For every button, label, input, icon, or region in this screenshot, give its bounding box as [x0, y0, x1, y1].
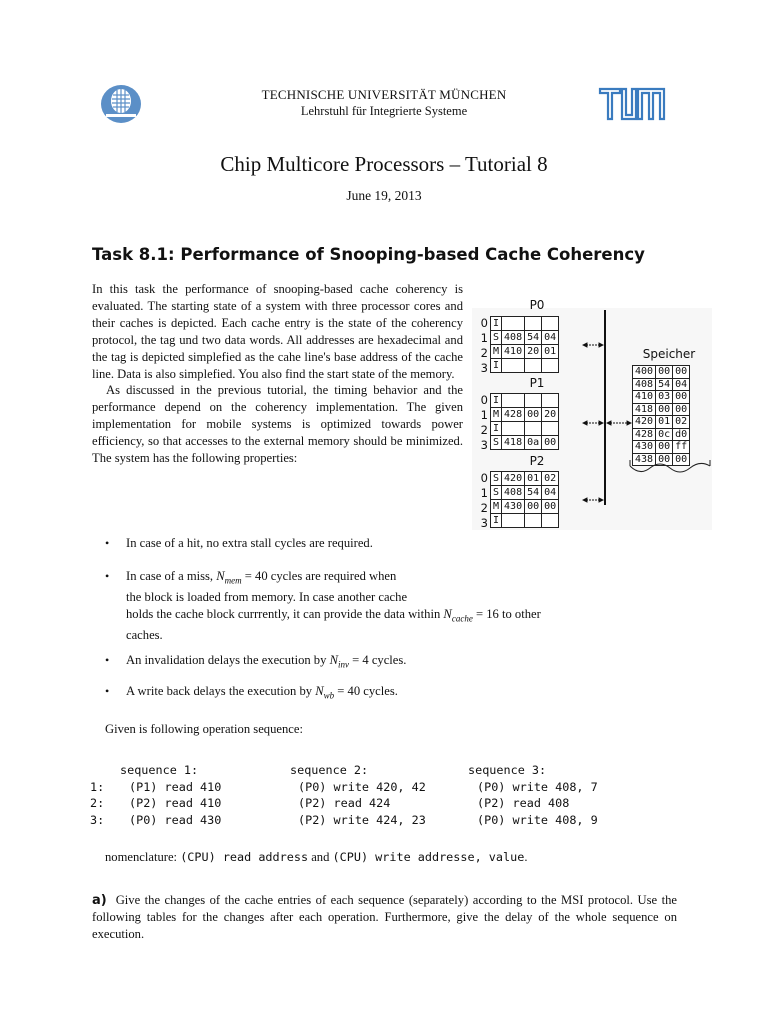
sequence-intro: Given is following operation sequence:: [105, 722, 303, 736]
memory-row: [633, 416, 690, 429]
memory-torn-edge: [628, 460, 712, 484]
cache-row: [491, 514, 559, 528]
document-date: June 19, 2013: [346, 188, 422, 203]
row-index: 2: [480, 501, 488, 515]
cache-data-word: 01: [542, 345, 559, 359]
memory-address: 420: [633, 416, 656, 429]
cache-data-word: [525, 359, 542, 373]
cache-data-word: [525, 394, 542, 408]
text-fragment: A write back delays the execution by: [126, 684, 316, 698]
cache-state: I: [491, 317, 502, 331]
memory-address: 408: [633, 378, 656, 391]
step-number: 3:: [90, 813, 105, 827]
memory-row: [633, 428, 690, 441]
cache-data-word: 0a: [525, 436, 542, 450]
row-index: 3: [480, 361, 488, 375]
cache-data-word: 54: [525, 331, 542, 345]
write-syntax: (CPU) write addresse, value: [332, 850, 525, 864]
cache-state: M: [491, 500, 502, 514]
text-fragment: In case of a miss,: [126, 569, 217, 583]
memory-data-word: 00: [673, 453, 690, 466]
cache-tag: [502, 422, 525, 436]
cache-data-word: [542, 359, 559, 373]
task-heading: Task 8.1: Performance of Snooping-based Cache Coherency: [92, 245, 645, 264]
property-miss: [126, 568, 681, 643]
cache-tag: 420: [502, 472, 525, 486]
memory-row: [633, 441, 690, 454]
property-hit: In case of a hit, no extra stall cycles are required.: [126, 536, 373, 550]
cache-data-word: 04: [542, 486, 559, 500]
math-symbol: N: [216, 569, 225, 583]
memory-data-word: ff: [673, 441, 690, 454]
operation: (P0) write 408, 9: [477, 813, 598, 827]
nomenclature-and: and: [311, 850, 330, 864]
cache-state: M: [491, 408, 502, 422]
cache-tag: 410: [502, 345, 525, 359]
cache-state: I: [491, 514, 502, 528]
math-subscript: wb: [323, 690, 335, 701]
row-index: 0: [480, 316, 488, 330]
university-name: TECHNISCHE UNIVERSITÄT MÜNCHEN: [261, 87, 507, 102]
text-fragment: holds the cache block currrently, it can provide the data within: [126, 606, 444, 621]
memory-row: [633, 391, 690, 404]
cache-row: [491, 331, 559, 345]
cache-data-word: 00: [525, 500, 542, 514]
text-fragment: = 40 cycles.: [334, 684, 398, 698]
row-index: 1: [480, 408, 488, 422]
math-subscript: cache: [451, 613, 473, 624]
memory-row: [633, 378, 690, 391]
memory-data-word: 00: [656, 453, 673, 466]
memory-address: 438: [633, 453, 656, 466]
cache-tag: 418: [502, 436, 525, 450]
cache-tag: 408: [502, 486, 525, 500]
row-index: 3: [480, 438, 488, 452]
cache-data-word: [542, 514, 559, 528]
step-number: 2:: [90, 796, 105, 810]
cache-data-word: [525, 422, 542, 436]
memory-data-word: 0c: [656, 428, 673, 441]
math-symbol: N: [315, 684, 324, 698]
cache-data-word: 20: [525, 345, 542, 359]
cache-tag: [502, 317, 525, 331]
cache-state: S: [491, 331, 502, 345]
row-index: 1: [480, 331, 488, 345]
read-syntax: (CPU) read address: [180, 850, 309, 864]
memory-data-word: 00: [656, 366, 673, 379]
memory-data-word: d0: [673, 428, 690, 441]
cache-tag: 428: [502, 408, 525, 422]
cache-table-p0: [490, 316, 559, 373]
cache-state: S: [491, 472, 502, 486]
bullet-icon: •: [105, 653, 110, 667]
cache-data-word: [525, 514, 542, 528]
cache-data-word: 04: [542, 331, 559, 345]
bus-connections: [580, 300, 640, 520]
row-index: 3: [480, 516, 488, 530]
bullet-icon: •: [105, 569, 110, 583]
part-a-text: Give the changes of the cache entries of each sequence (separately) according to the MSI protocol. Use the following tables for the changes after each operation. Furthermore, give the delay of the whole sequence on execution.: [92, 893, 677, 941]
text-line: the block is loaded from memory. In case another cache: [126, 590, 408, 605]
memory-data-word: 01: [656, 416, 673, 429]
cache-tag: [502, 394, 525, 408]
cache-row: [491, 394, 559, 408]
cache-label-p1: P1: [529, 376, 545, 390]
cache-row: [491, 359, 559, 373]
text-fragment: An invalidation delays the execution by: [126, 653, 330, 667]
memory-data-word: 00: [656, 441, 673, 454]
row-index: 2: [480, 346, 488, 360]
cache-data-word: [542, 394, 559, 408]
operation: (P0) write 420, 42: [298, 780, 426, 794]
part-a: [92, 892, 677, 943]
cache-state: I: [491, 422, 502, 436]
cache-data-word: 00: [525, 408, 542, 422]
cache-row: [491, 317, 559, 331]
memory-row: [633, 366, 690, 379]
memory-data-word: 00: [656, 403, 673, 416]
cache-data-word: 00: [542, 436, 559, 450]
memory-data-word: 02: [673, 416, 690, 429]
cache-table-p2: [490, 471, 559, 528]
cache-data-word: 20: [542, 408, 559, 422]
cache-state: I: [491, 359, 502, 373]
nomenclature: [105, 850, 527, 865]
text-fragment: = 40 cycles are required when: [241, 569, 397, 583]
document-title: Chip Multicore Processors – Tutorial 8: [220, 152, 548, 176]
memory-data-word: 00: [673, 403, 690, 416]
cache-data-word: [542, 317, 559, 331]
memory-data-word: 00: [673, 366, 690, 379]
cache-data-word: 00: [542, 500, 559, 514]
text-fragment: = 4 cycles.: [348, 653, 407, 667]
intro-paragraph-2: As discussed in the previous tutorial, the timing behavior and the performance depend on the coherency implementation. The given implementation for mobile systems is optimized towards power efficiency, so that accesses to the external memory should be minimized. The system has the following properties:: [92, 383, 463, 466]
text-line: caches.: [126, 627, 163, 642]
memory-address: 428: [633, 428, 656, 441]
cache-data-word: 02: [542, 472, 559, 486]
sequence-header: sequence 3:: [468, 763, 547, 777]
memory-address: 400: [633, 366, 656, 379]
cache-row: [491, 500, 559, 514]
operation: (P2) read 410: [129, 796, 222, 810]
memory-data-word: 03: [656, 391, 673, 404]
memory-row: [633, 403, 690, 416]
cache-state: I: [491, 394, 502, 408]
chair-name: Lehrstuhl für Integrierte Systeme: [300, 104, 468, 118]
memory-data-word: 54: [656, 378, 673, 391]
cache-data-word: 01: [525, 472, 542, 486]
step-number: 1:: [90, 780, 105, 794]
cache-tag: [502, 359, 525, 373]
bullet-icon: •: [105, 684, 110, 698]
text-fragment: = 16 to other: [472, 606, 541, 621]
cache-row: [491, 408, 559, 422]
cache-tag: 430: [502, 500, 525, 514]
memory-address: 418: [633, 403, 656, 416]
row-index: 1: [480, 486, 488, 500]
operation: (P2) read 408: [477, 796, 570, 810]
operation: (P1) read 410: [129, 780, 222, 794]
cache-tag: [502, 514, 525, 528]
cache-label-p2: P2: [529, 454, 545, 468]
cache-state: S: [491, 486, 502, 500]
task-intro: [92, 281, 463, 467]
math-subscript: mem: [224, 575, 242, 586]
cache-data-word: [525, 317, 542, 331]
operation: (P0) write 408, 7: [477, 780, 598, 794]
cache-row: [491, 486, 559, 500]
property-invalidation: [126, 652, 406, 673]
cache-row: [491, 436, 559, 450]
math-symbol: N: [443, 606, 452, 621]
cache-data-word: 54: [525, 486, 542, 500]
cache-row: [491, 345, 559, 359]
row-index: 2: [480, 423, 488, 437]
cache-table-p1: [490, 393, 559, 450]
cache-label-p0: P0: [529, 298, 545, 312]
bullet-icon: •: [105, 536, 110, 550]
memory-table: [632, 365, 690, 466]
cache-state: M: [491, 345, 502, 359]
operation: (P2) write 424, 23: [298, 813, 426, 827]
nomenclature-end: .: [524, 850, 528, 864]
memory-data-word: 00: [673, 391, 690, 404]
cache-row: [491, 422, 559, 436]
row-index: 0: [480, 471, 488, 485]
nomenclature-label: nomenclature:: [105, 850, 178, 864]
memory-address: 430: [633, 441, 656, 454]
operation: (P0) read 430: [129, 813, 222, 827]
sequence-header: sequence 2:: [290, 763, 369, 777]
operation: (P2) read 424: [298, 796, 391, 810]
memory-label: Speicher: [642, 347, 696, 361]
cache-state: S: [491, 436, 502, 450]
intro-paragraph-1: In this task the performance of snooping-based cache coherency is evaluated. The starting state of a system with three processor cores and their caches is depicted. Each cache entry is the state of the coherency protocol, the tag und two data words. All addresses are hexadecimal and the tag is depicted simplefied as the cahe line's base address of the cache line. Data is also simplefied. You also find the start state of the memory.: [92, 282, 463, 381]
math-subscript: inv: [337, 659, 349, 670]
memory-address: 410: [633, 391, 656, 404]
row-index: 0: [480, 393, 488, 407]
cache-data-word: [542, 422, 559, 436]
property-write-back: [126, 683, 398, 704]
cache-tag: 408: [502, 331, 525, 345]
cache-row: [491, 472, 559, 486]
math-symbol: N: [329, 653, 338, 667]
sequence-header: sequence 1:: [120, 763, 199, 777]
part-a-label: a): [92, 893, 107, 908]
memory-data-word: 04: [673, 378, 690, 391]
